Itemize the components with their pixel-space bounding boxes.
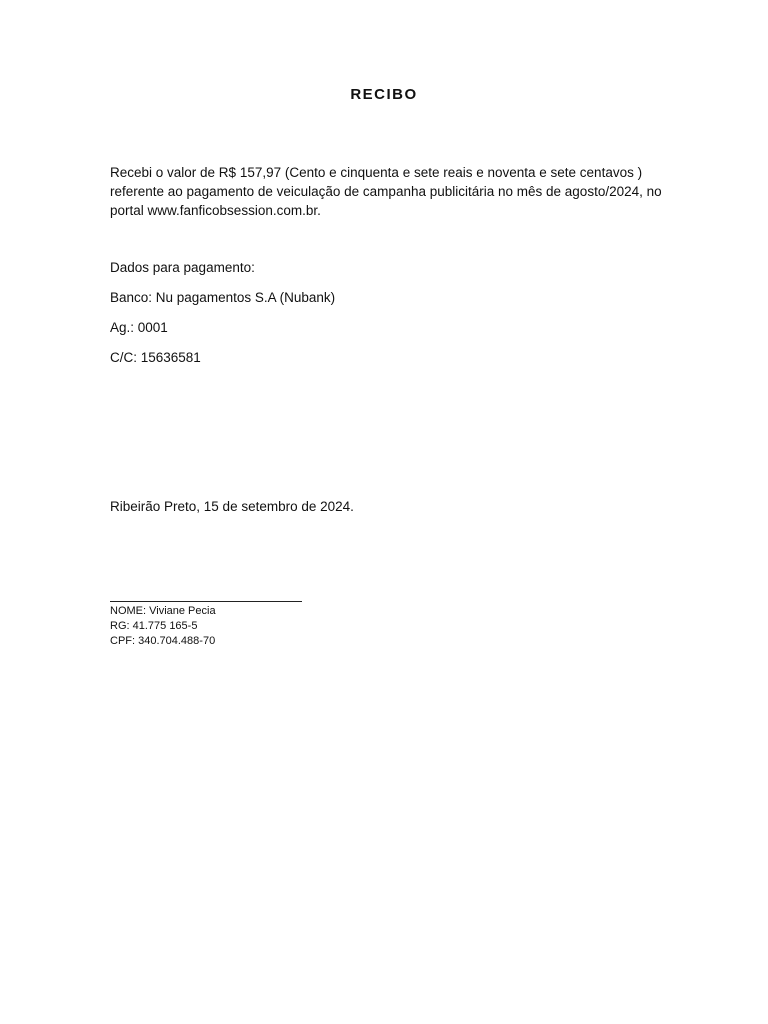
signature-name: NOME: Viviane Pecia <box>110 605 216 617</box>
payment-heading: Dados para pagamento: <box>110 260 255 275</box>
document-title: RECIBO <box>350 86 418 103</box>
intro-paragraph: Recebi o valor de R$ 157,97 (Cento e cinquenta e sete reais e noventa e sete centavos ) referente ao pagamento de veiculação de campanha publicitária no mês de agosto/2024, no portal www.fanficobsession.com.br. <box>110 165 662 218</box>
signature-cpf: CPF: 340.704.488-70 <box>110 635 216 647</box>
signature-rg: RG: 41.775 165-5 <box>110 620 198 632</box>
payment-account: C/C: 15636581 <box>110 350 201 365</box>
payment-bank: Banco: Nu pagamentos S.A (Nubank) <box>110 290 336 305</box>
place-date: Ribeirão Preto, 15 de setembro de 2024. <box>110 499 354 514</box>
signature-line <box>110 601 302 602</box>
payment-agency: Ag.: 0001 <box>110 320 168 335</box>
